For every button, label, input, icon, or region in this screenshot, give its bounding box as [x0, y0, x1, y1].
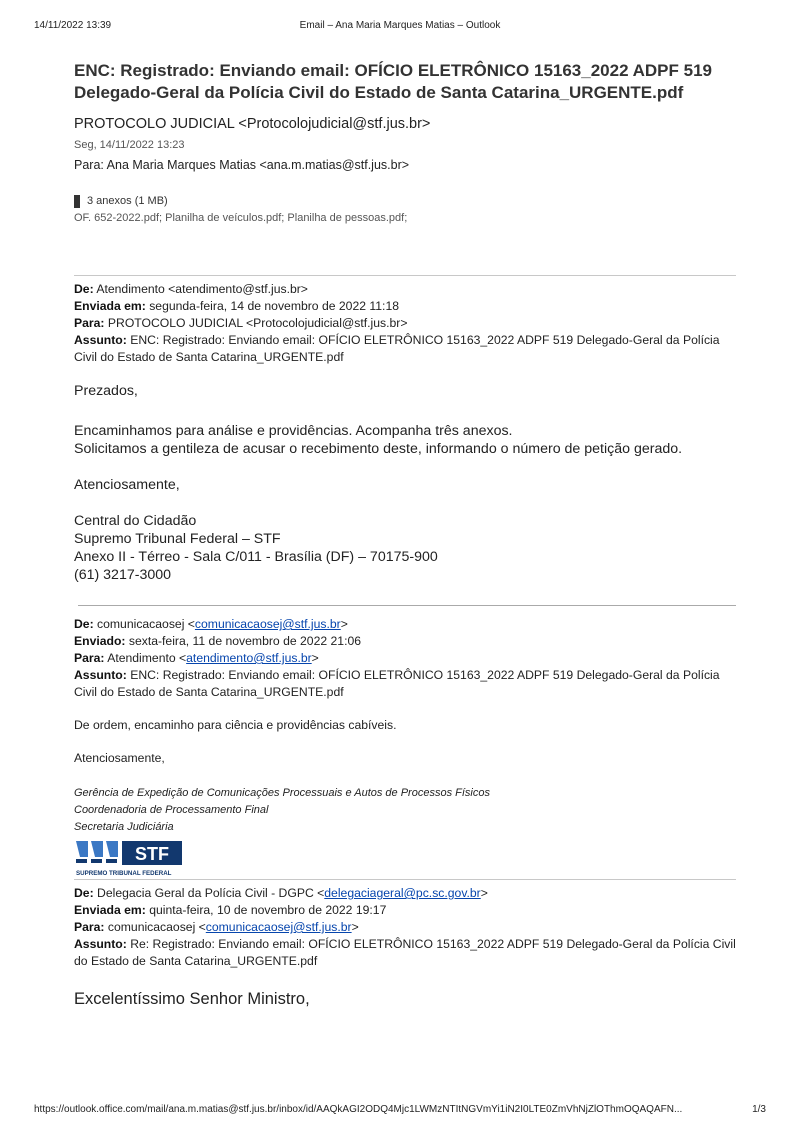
print-title: Email – Ana Maria Marques Matias – Outlook	[299, 20, 501, 31]
attachments-summary[interactable]	[74, 194, 736, 208]
email-link[interactable]: delegaciageral@pc.sc.gov.br	[324, 886, 481, 900]
email-recipient[interactable]: Para: Ana Maria Marques Matias <ana.m.matias@stf.jus.br>	[74, 158, 410, 172]
separator	[78, 605, 736, 606]
email-link[interactable]: atendimento@stf.jus.br	[186, 651, 312, 665]
forward-header-1: De: Atendimento <atendimento@stf.jus.br> Enviada em: segunda-feira, 14 de novembro de 2022 11:18 Para: PROTOCOLO JUDICIAL <Protocolojudicial@stf.jus.br> Assunto: ENC: Registrado: Enviando email: OFÍCIO ELETRÔNICO 15163_2022 ADPF 519 Delegado-Geral da Polícia Civil do Estado de Santa Catarina_URGENTE.pdf	[74, 282, 720, 364]
signature-block: Gerência de Expedição de Comunicações Processuais e Autos de Processos Físicos Coordenadoria de Processamento Final Secretaria Judiciária	[74, 787, 490, 833]
logo-text: STF	[135, 844, 169, 864]
print-footer	[34, 1104, 766, 1118]
attachments-list[interactable]: OF. 652-2022.pdf; Planilha de veículos.pdf; Planilha de pessoas.pdf;	[74, 212, 408, 224]
stf-logo	[74, 838, 736, 878]
forward-header-3: De: Delegacia Geral da Polícia Civil - DGPC <delegaciageral@pc.sc.gov.br> Enviada em: quinta-feira, 10 de novembro de 2022 19:17 Para: comunicacaosej <comunicacaosej@stf.jus.br> Assunto: Re: Registrado: Enviando email: OFÍCIO ELETRÔNICO 15163_2022 ADPF 519 Delegado-Geral da Polícia Civil do Estado de Santa Catarina_URGENTE.pdf	[74, 886, 736, 968]
page-number: 1/3	[752, 1104, 766, 1115]
email-sent-date: Seg, 14/11/2022 13:23	[74, 139, 185, 151]
email-content	[74, 60, 736, 1009]
forward-header-2: De: comunicacaosej <comunicacaosej@stf.jus.br> Enviado: sexta-feira, 11 de novembro de 2022 21:06 Para: Atendimento <atendimento@stf.jus.br> Assunto: ENC: Registrado: Enviando email: OFÍCIO ELETRÔNICO 15163_2022 ADPF 519 Delegado-Geral da Polícia Civil do Estado de Santa Catarina_URGENTE.pdf	[74, 617, 720, 699]
email-link[interactable]: comunicacaosej@stf.jus.br	[205, 920, 352, 934]
stf-logo-icon	[74, 838, 186, 878]
forward-body-1: Prezados, Encaminhamos para análise e providências. Acompanha três anexos. Solicitamos a gentileza de acusar o recebimento deste, informando o número de petição gerado. Atenciosamente, Central do Cidadão Supremo Tribunal Federal – STF Anexo II - Térreo - Sala C/011 - Brasília (DF) – 70175-900 (61) 3217-3000	[74, 383, 683, 583]
attachment-icon	[74, 195, 80, 208]
print-header	[34, 20, 766, 34]
separator	[74, 275, 736, 276]
print-url: https://outlook.office.com/mail/ana.m.matias@stf.jus.br/inbox/id/AAQkAGI2ODQ4Mjc1LWMzNTItNGVmYi1iN2I0LTE0ZmVhNjZlOThmOQAQAFN...	[34, 1104, 683, 1115]
separator	[74, 879, 736, 880]
email-sender[interactable]: PROTOCOLO JUDICIAL <Protocolojudicial@stf.jus.br>	[74, 116, 431, 132]
email-subject: ENC: Registrado: Enviando email: OFÍCIO ELETRÔNICO 15163_2022 ADPF 519 Delegado-Geral da Polícia Civil do Estado de Santa Catarina_URGENTE.pdf	[74, 61, 712, 102]
forward-body-2: De ordem, encaminho para ciência e providências cabíveis. Atenciosamente,	[74, 718, 397, 765]
email-link[interactable]: comunicacaosej@stf.jus.br	[194, 617, 341, 631]
print-datetime: 14/11/2022 13:39	[34, 20, 112, 31]
attachments-count: 3 anexos (1 MB)	[87, 195, 168, 207]
greeting: Excelentíssimo Senhor Ministro,	[74, 990, 310, 1008]
logo-caption: SUPREMO TRIBUNAL FEDERAL	[76, 870, 172, 877]
